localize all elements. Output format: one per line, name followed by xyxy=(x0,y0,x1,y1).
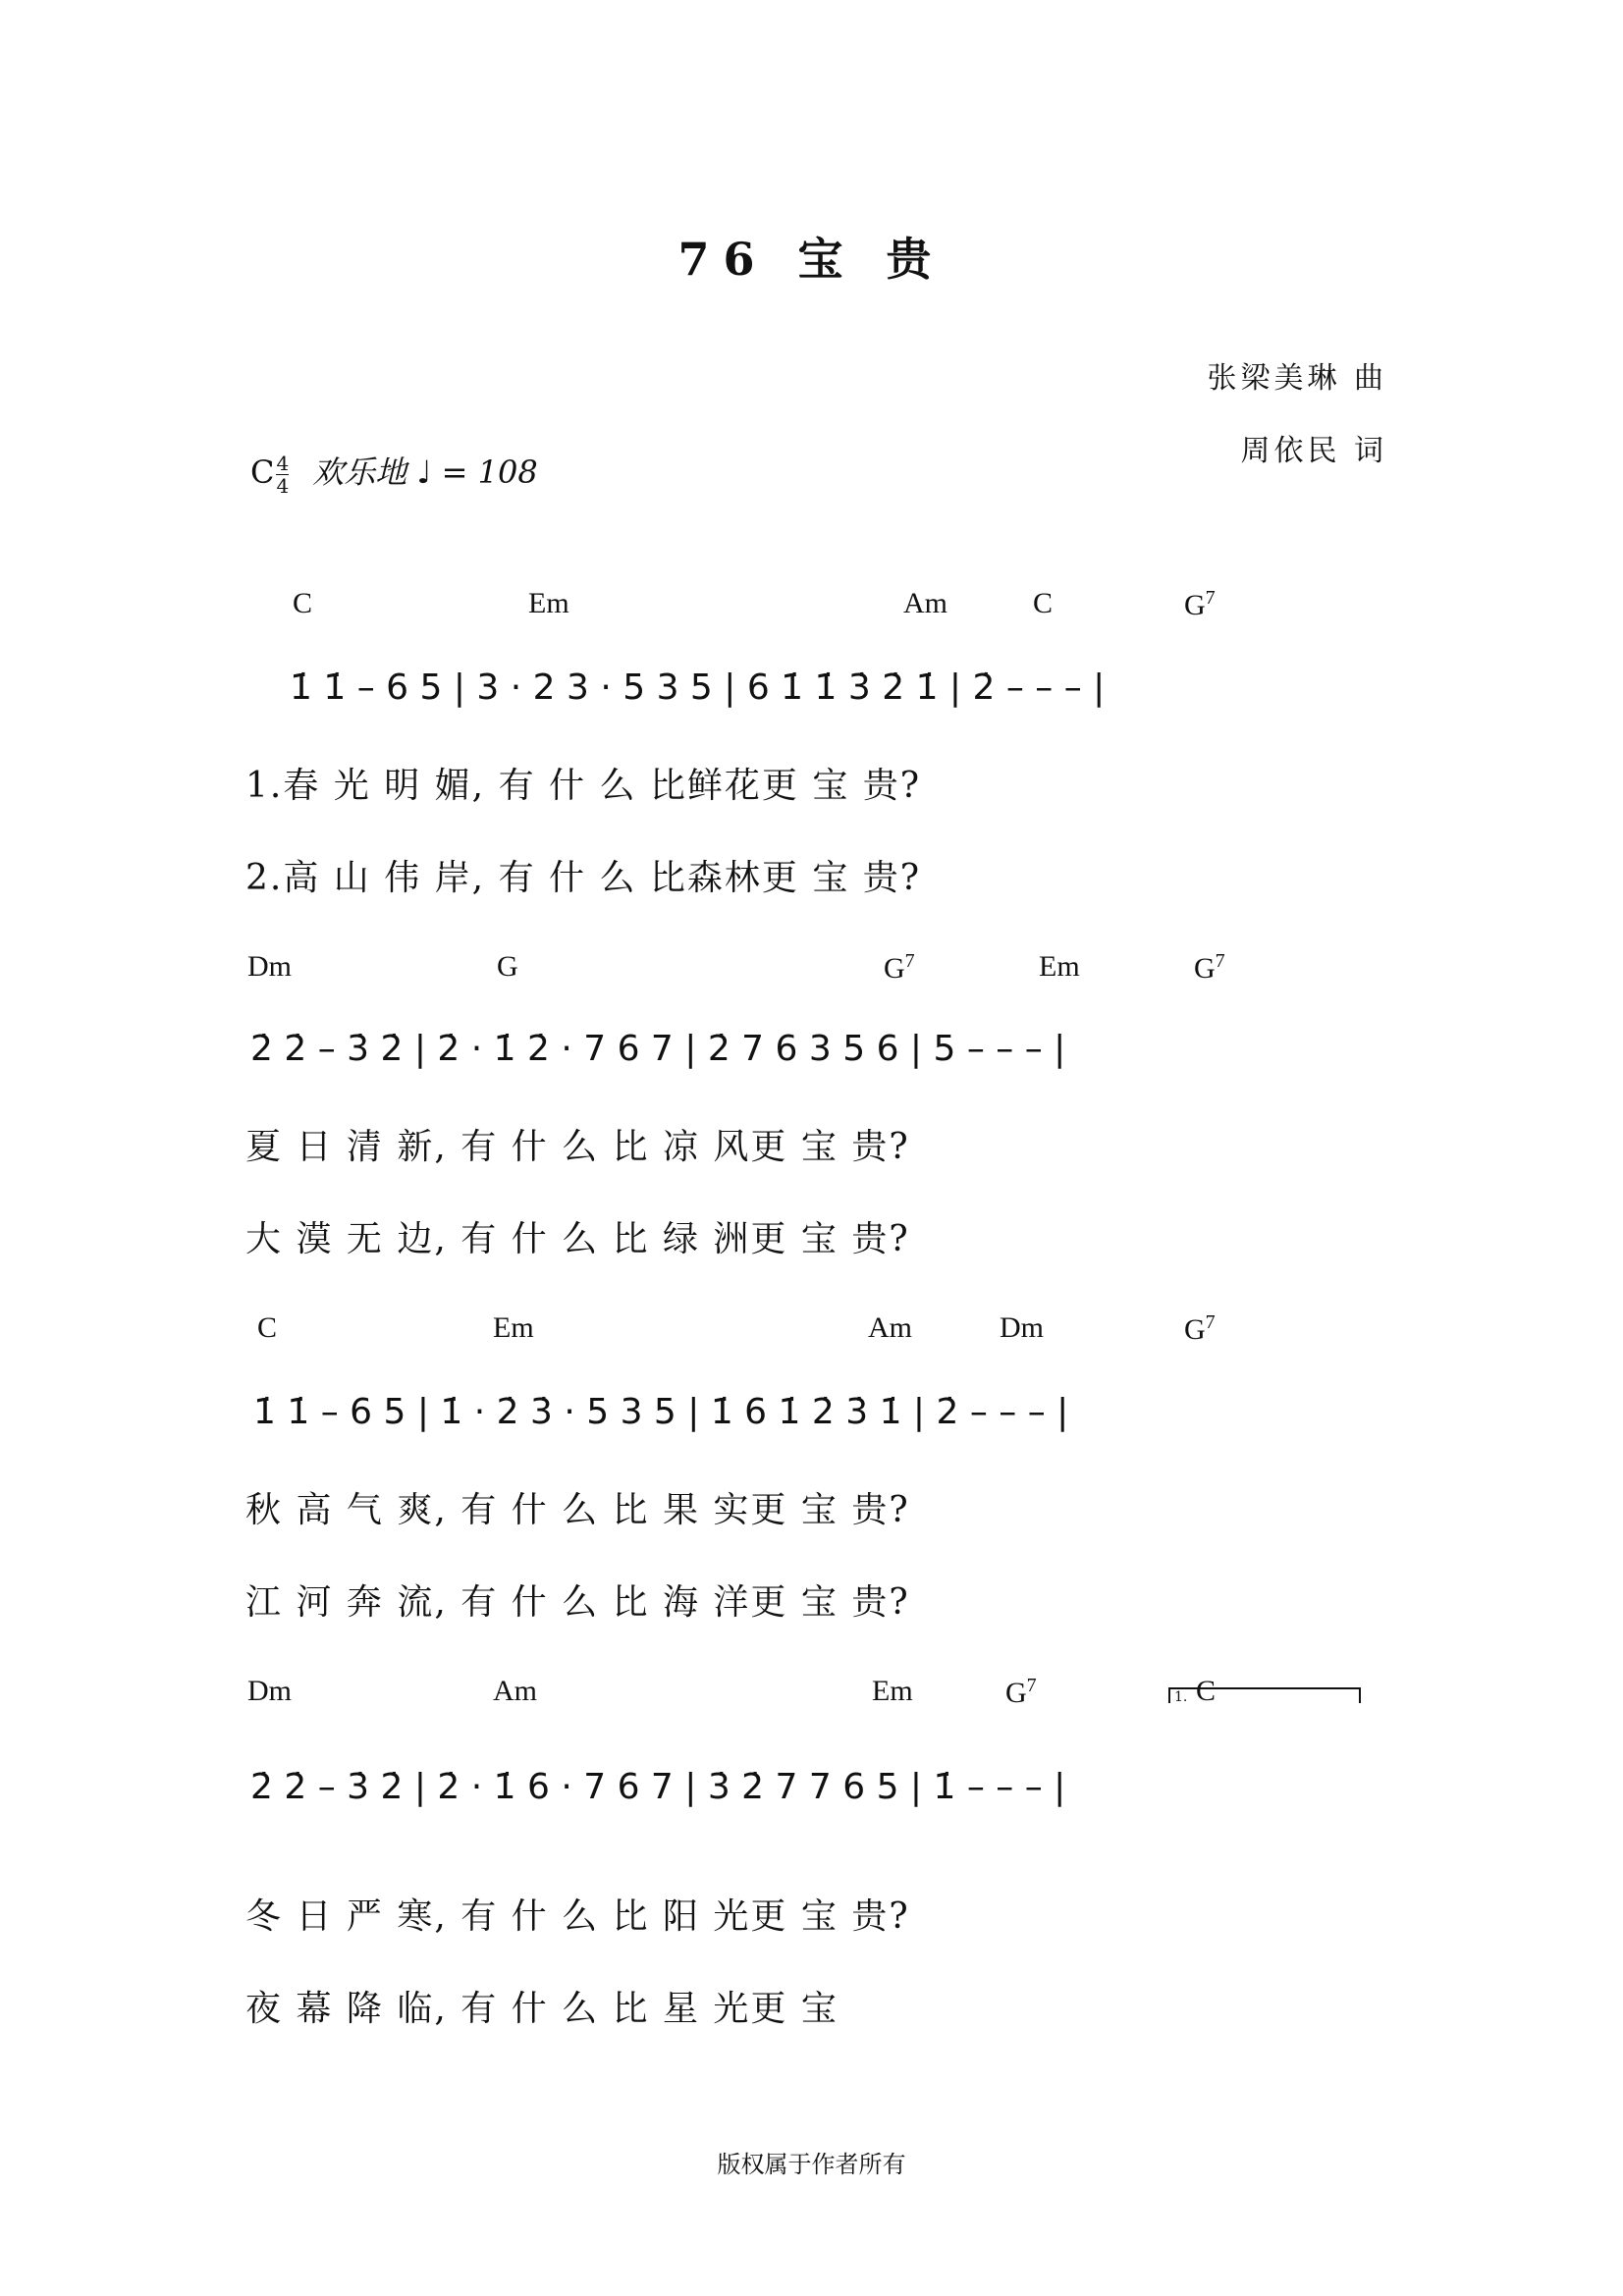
chord: C xyxy=(1196,1675,1217,1707)
chord: Dm xyxy=(1000,1311,1044,1344)
chord: $G^7$ xyxy=(1194,950,1225,985)
chord: $G^7$ xyxy=(1184,1311,1216,1346)
notation-line: 2̇ 2̇ – 3̇ 2̇ | 2̇ · 1̇ 6 · 7 6 7 | 3̇ 2̇ 7 7 6 5 | 1̇ – – – | xyxy=(250,1767,1066,1807)
lyric-line: 江 河 奔 流, 有 什 么 比 海 洋更 宝 贵? xyxy=(245,1582,910,1623)
lyric-line: 冬 日 严 寒, 有 什 么 比 阳 光更 宝 贵? xyxy=(245,1896,910,1937)
chord-extension: 7 xyxy=(904,950,915,972)
chord: $G^7$ xyxy=(1184,587,1216,621)
chord: Em xyxy=(493,1311,534,1344)
chord: $G^7$ xyxy=(1005,1675,1037,1709)
chord-extension: 7 xyxy=(1026,1675,1037,1696)
chord: Em xyxy=(872,1675,913,1707)
chord: C xyxy=(257,1311,278,1344)
chord-extension: 7 xyxy=(1205,587,1216,609)
lyric-line: 夏 日 清 新, 有 什 么 比 凉 风更 宝 贵? xyxy=(245,1127,910,1167)
chord: Em xyxy=(528,587,569,619)
chord: Am xyxy=(868,1311,912,1344)
lyric-line: 2.高 山 伟 岸, 有 什 么 比森林更 宝 贵? xyxy=(245,858,922,898)
lyric-line: 夜 幕 降 临, 有 什 么 比 星 光更 宝 xyxy=(245,1989,839,2029)
tempo-marking: 欢乐地 ♩ = 108 xyxy=(312,454,538,491)
chord-extension: 7 xyxy=(1215,950,1225,972)
copyright-footer: 版权属于作者所有 xyxy=(717,2151,906,2178)
volta-bracket: 1. xyxy=(1168,1687,1361,1703)
chord: Em xyxy=(1039,950,1080,983)
chord: Dm xyxy=(247,1675,292,1707)
chord: Dm xyxy=(247,950,292,983)
notation-line: 2̇ 2̇ – 3̇ 2̇ | 2̇ · 1̇ 2̇ · 7 6 7 | 2̇ 7 6 3 5 6 | 5 – – – | xyxy=(250,1029,1066,1069)
lyric-line: 1.春 光 明 媚, 有 什 么 比鲜花更 宝 贵? xyxy=(245,766,922,806)
notation-line: 1̇ 1̇ – 6 5 | 1̇ · 2̇ 3̇ · 5 3 5 | 1̇ 6 1̇ 2̇ 3̇ 1̇ | 2̇ – – – | xyxy=(253,1392,1069,1432)
time-signature: $\frac{4}{4}$ xyxy=(276,452,290,498)
chord-extension: 7 xyxy=(1205,1311,1216,1333)
key-signature: C xyxy=(250,454,275,491)
chord: C xyxy=(1033,587,1054,619)
page-title: 76 宝 贵 xyxy=(677,233,946,286)
chord: C xyxy=(293,587,313,619)
lyric-line: 秋 高 气 爽, 有 什 么 比 果 实更 宝 贵? xyxy=(245,1490,910,1530)
lyricist-credit: 周依民 词 xyxy=(1240,434,1387,468)
composer-credit: 张梁美琳 曲 xyxy=(1207,361,1387,396)
chord: $G^7$ xyxy=(884,950,915,985)
lyric-line: 大 漠 无 边, 有 什 么 比 绿 洲更 宝 贵? xyxy=(245,1219,910,1259)
notation-line: 1̇ 1̇ – 6 5 | 3 · 2 3 · 5 3 5 | 6 1̇ 1̇ 3̇ 2̇ 1̇ | 2̇ – – – | xyxy=(290,667,1106,708)
chord: G xyxy=(497,950,518,983)
chord: Am xyxy=(493,1675,537,1707)
key-tempo-line xyxy=(250,448,538,497)
chord: Am xyxy=(903,587,947,619)
